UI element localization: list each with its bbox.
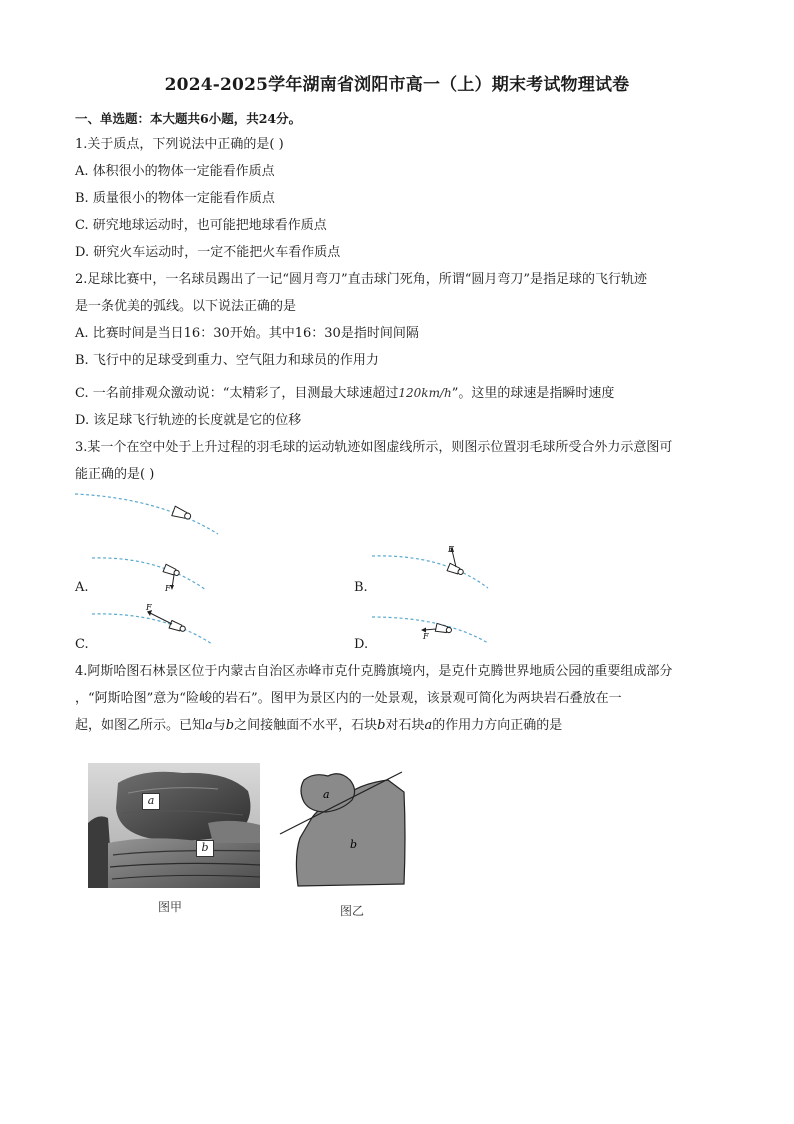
q1-stem: 1.关于质点，下列说法中正确的是( ) [75,137,284,152]
q2-option-c-post: ”。这里的球速是指瞬时速度 [451,386,615,401]
rock-photo-drawing [88,763,260,888]
q1-option-c: C. 研究地球运动时，也可能把地球看作质点 [75,218,327,233]
force-arrow [150,613,172,624]
q3-option-d-label: D. [354,637,369,652]
q4-line3-pre: 起，如图乙所示。已知 [75,718,206,733]
photo-label-a: a [142,793,160,810]
q2-option-c [75,384,614,403]
caption-figure-jia: 图甲 [158,900,183,914]
q3-trajectory-figure [70,490,230,540]
trajectory-dashed-line [92,614,212,644]
photo-label-b: b [196,840,214,857]
force-label: F [448,545,454,554]
var-b: b [225,718,235,733]
diagram-label-a: a [323,788,330,801]
q4-stem-line2: ，“阿斯哈图”意为“险峻的岩石”。图甲为景区内的一处景观，该景观可简化为两块岩石叠放在一 [75,691,622,706]
force-arrowhead [170,585,174,590]
shuttlecock-icon [163,564,180,577]
q4-line3-mid2: 之间接触面不水平，石块 [234,718,378,733]
q3-option-b-label: B. [354,580,368,595]
var-b: b [377,718,386,733]
section-heading: 一、单选题：本大题共6小题，共24分。 [75,111,302,126]
var-a: a [205,718,213,733]
force-label: F [146,603,152,612]
diagram-label-b: b [350,838,358,851]
q2-option-b: B. 飞行中的足球受到重力、空气阻力和球员的作用力 [75,353,379,368]
q2-option-c-pre: C. 一名前排观众激动说：“太精彩了，目测最大球速超过 [75,386,399,401]
q4-stem-line3 [75,717,562,735]
q4-line3-mid3: 对石块 [385,718,425,733]
q2-stem-line1: 2.足球比赛中，一名球员踢出了一记“圆月弯刀”直击球门死角，所谓“圆月弯刀”是指足球的飞行轨迹 [75,272,647,287]
shuttlecock-icon [169,621,186,634]
q1-option-b: B. 质量很小的物体一定能看作质点 [75,191,275,206]
q4-line3-post: 的作用力方向正确的是 [432,718,563,733]
q3-stem-line1: 3.某一个在空中处于上升过程的羽毛球的运动轨迹如图虚线所示，则图示位置羽毛球所受合外力示意图可 [75,440,673,455]
shuttlecock-icon [435,623,452,634]
q2-stem-line2: 是一条优美的弧线。以下说法正确的是 [75,299,297,314]
q2-option-a: A. 比赛时间是当日16：30开始。其中16：30是指时间间隔 [75,326,419,341]
trajectory-dashed-line [75,494,218,534]
q3-option-a-figure [88,550,213,595]
q4-line3-mid1: 与 [212,718,226,733]
q3-option-c-label: C. [75,637,89,652]
caption-figure-yi: 图乙 [340,904,365,918]
var-a: a [424,718,433,733]
page-title: 2024-2025学年湖南省浏阳市高一（上）期末考试物理试卷 [164,75,630,95]
speed-value: 120km/h [398,386,452,400]
trajectory-dashed-line [372,556,488,588]
q3-option-d-figure [368,605,493,650]
q2-option-d: D. 该足球飞行轨迹的长度就是它的位移 [75,413,302,428]
q3-option-a-label: A. [75,580,89,595]
q3-option-b-figure [368,540,493,595]
rock-diagram [276,766,412,891]
q3-option-c-figure [88,600,218,650]
q1-option-d: D. 研究火车运动时，一定不能把火车看作质点 [75,245,341,260]
q3-stem-line2: 能正确的是( ) [75,467,155,482]
rock-photo [88,763,260,888]
force-label: F [423,632,429,641]
trajectory-dashed-line [92,558,206,590]
q1-option-a: A. 体积很小的物体一定能看作质点 [75,164,275,179]
q4-stem-line1: 4.阿斯哈图石林景区位于内蒙古自治区赤峰市克什克腾旗境内，是克什克腾世界地质公园的重要组成部分 [75,664,673,679]
force-label: F [165,584,171,593]
